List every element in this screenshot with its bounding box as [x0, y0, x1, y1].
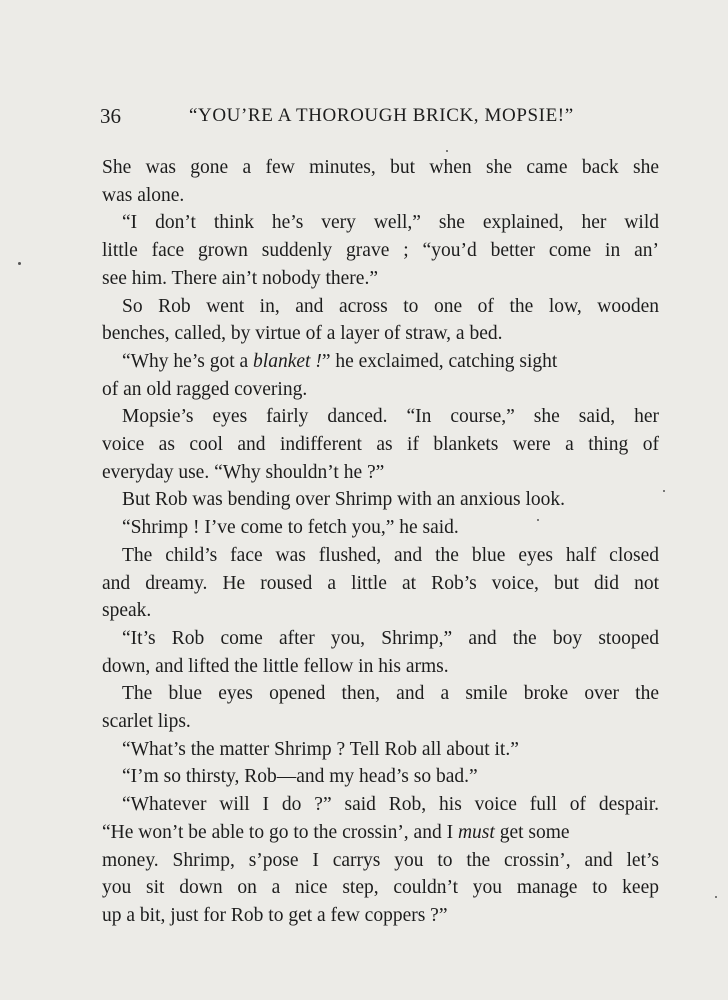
text-line: The blue eyes opened then, and a smile broke over the: [122, 683, 659, 705]
text-line: “Why he’s got a blanket !” he exclaimed, catching sight: [122, 350, 558, 372]
chapter-title: “YOU’RE A THOROUGH BRICK, MOPSIE!”: [189, 105, 574, 126]
text-line: “He won’t be able to go to the crossin’, and I must get some: [102, 821, 570, 843]
paper-speck: [18, 262, 21, 265]
text-line: scarlet lips.: [102, 711, 191, 733]
text-line: So Rob went in, and across to one of the low, wooden: [122, 295, 659, 317]
text-line: money. Shrimp, s’pose I carrys you to the crossin’, and let’s: [102, 849, 659, 871]
paper-speck: [663, 490, 665, 492]
text-line: see him. There ain’t nobody there.”: [102, 267, 378, 289]
text-line: “Shrimp ! I’ve come to fetch you,” he said.: [122, 517, 459, 539]
text-line: and dreamy. He roused a little at Rob’s voice, but did not: [102, 572, 659, 594]
text-line: Mopsie’s eyes fairly danced. “In course,” she said, her: [122, 406, 659, 428]
text-line: “Whatever will I do ?” said Rob, his voice full of despair.: [122, 794, 659, 816]
text-line: you sit down on a nice step, couldn’t you manage to keep: [102, 877, 659, 899]
italic-word: blanket !: [253, 350, 322, 372]
text-line: of an old ragged covering.: [102, 378, 308, 400]
text-line: up a bit, just for Rob to get a few coppers ?”: [102, 904, 448, 926]
paper-speck: [537, 519, 539, 521]
text-line: “It’s Rob come after you, Shrimp,” and the boy stooped: [122, 627, 659, 649]
text-line: was alone.: [102, 184, 185, 206]
text-line: speak.: [102, 600, 152, 622]
italic-word: must: [457, 821, 495, 843]
text-line: little face grown suddenly grave ; “you’d better come in an’: [102, 240, 659, 262]
paper-speck: [715, 896, 717, 898]
text-line: But Rob was bending over Shrimp with an anxious look.: [122, 489, 566, 511]
text-line: everyday use. “Why shouldn’t he ?”: [102, 461, 385, 483]
text-line: “I’m so thirsty, Rob—and my head’s so bad.”: [122, 766, 478, 788]
text-line: “I don’t think he’s very well,” she explained, her wild: [122, 212, 659, 234]
text-line: voice as cool and indifferent as if blankets were a thing of: [102, 434, 659, 456]
paper-speck: [446, 150, 448, 152]
text-line: down, and lifted the little fellow in his arms.: [102, 655, 449, 677]
page-number: 36: [100, 104, 121, 128]
text-line: The child’s face was flushed, and the blue eyes half closed: [122, 544, 659, 566]
body-text: [102, 154, 659, 930]
text-line: “What’s the matter Shrimp ? Tell Rob all about it.”: [122, 738, 519, 760]
text-line: She was gone a few minutes, but when she came back she: [102, 157, 659, 178]
text-line: benches, called, by virtue of a layer of straw, a bed.: [102, 323, 503, 345]
